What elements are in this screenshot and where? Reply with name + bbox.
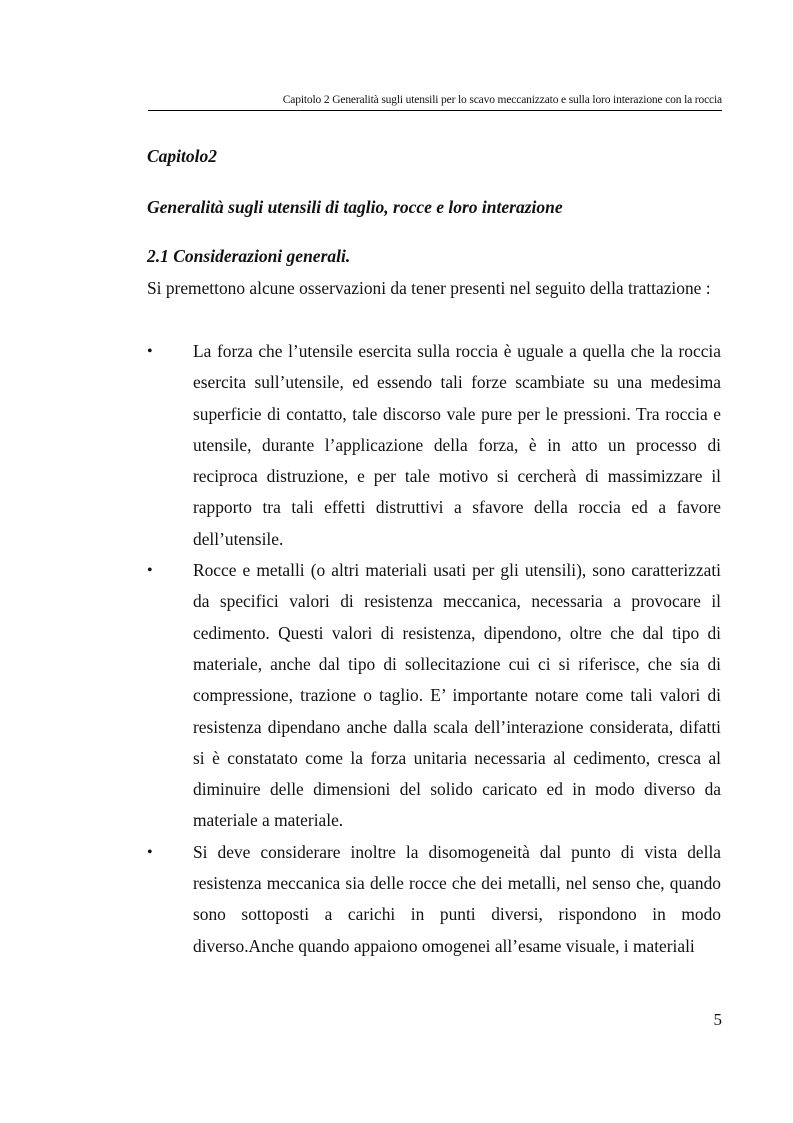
list-item xyxy=(147,336,721,555)
chapter-title: Generalità sugli utensili di taglio, rocce e loro interazione xyxy=(147,197,563,217)
list-item-text: Si deve considerare inoltre la disomogeneità dal punto di vista della resistenza meccanica sia delle rocce che dei metalli, nel senso che, quando sono sottoposti a carichi in punti diversi, rispondono in modo diverso.Anche quando appaiono omogenei all’esame visuale, i materiali xyxy=(193,841,721,956)
header-rule xyxy=(148,110,722,111)
section-title: 2.1 Considerazioni generali. xyxy=(147,246,351,266)
list-item xyxy=(147,555,721,837)
chapter-label: Capitolo2 xyxy=(147,146,218,166)
observations-list xyxy=(147,336,721,962)
intro-paragraph: Si premettono alcune osservazioni da tener presenti nel seguito della trattazione : xyxy=(147,278,711,298)
running-header: Capitolo 2 Generalità sugli utensili per lo scavo meccanizzato e sulla loro interazione con la roccia xyxy=(282,94,722,106)
list-item xyxy=(147,837,721,962)
page-number: 5 xyxy=(713,1010,722,1029)
bullet-icon: • xyxy=(147,343,153,360)
list-item-text: Rocce e metalli (o altri materiali usati per gli utensili), sono caratterizzati da specifici valori di resistenza meccanica, necessaria a provocare il cedimento. Questi valori di resistenza, dipendono, oltre che dal tipo di materiale, anche dal tipo di sollecitazione cui ci si riferisce, che sia di compressione, trazione o taglio. E’ importante notare come tali valori di resistenza dipendano anche dalla scala dell’interazione considerata, difatti si è constatato come la forza unitaria necessaria al cedimento, cresca al diminuire delle dimensioni del solido caricato ed in modo diverso da materiale a materiale. xyxy=(193,560,721,831)
bullet-icon: • xyxy=(147,843,153,861)
list-item-text: La forza che l’utensile esercita sulla roccia è uguale a quella che la roccia esercita sull’utensile, ed essendo tali forze scambiate su una medesima superficie di contatto, tale discorso vale pure per le pressioni. Tra roccia e utensile, durante l’applicazione della forza, è in atto un processo di reciproca distruzione, e per tale motivo si cercherà di massimizzare il rapporto tra tali effetti distruttivi a sfavore della roccia ed a favore dell’utensile. xyxy=(193,341,721,549)
bullet-icon: • xyxy=(147,562,153,580)
